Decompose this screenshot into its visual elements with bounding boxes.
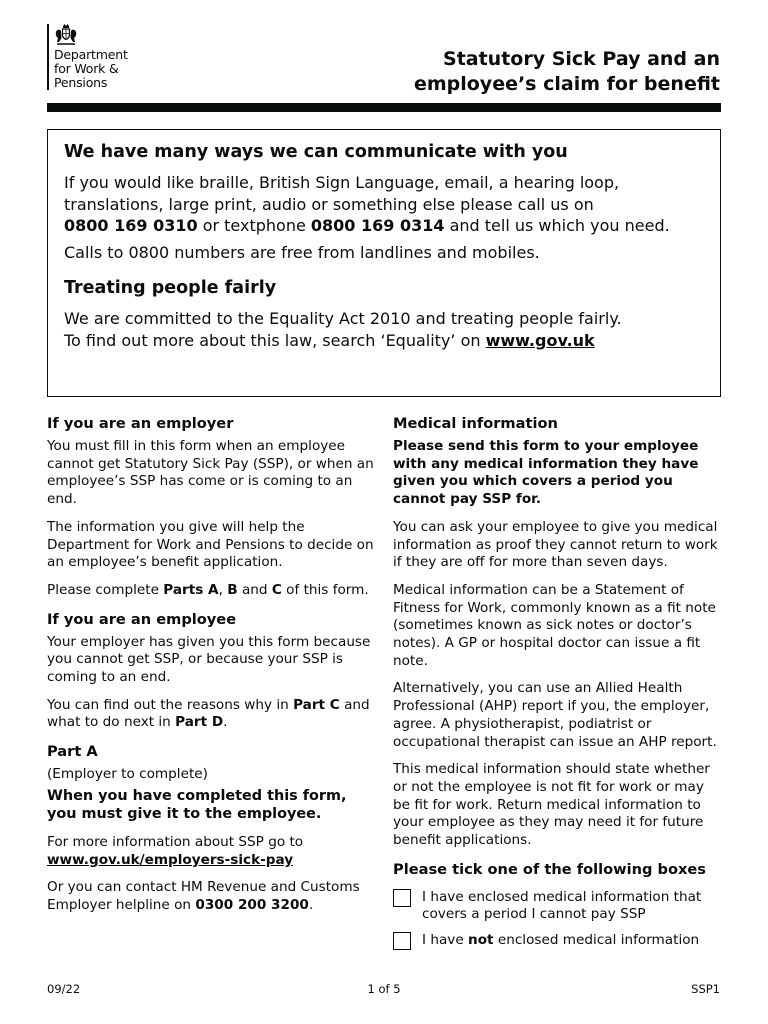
not-enclosed-label: I have not enclosed medical information <box>422 932 700 949</box>
enclosed-checkbox[interactable] <box>393 889 411 907</box>
medical-info-instruction: Please send this form to your employee with any medical information they have given you which covers a period you cannot pay SSP for. <box>393 438 699 508</box>
communication-text: If you would like braille, British Sign Language, email, a hearing loop, translations, large print, audio or something else please call us on 0800 169 0310 or textphone 0800 169 0314 and tell us which you need. <box>64 173 670 235</box>
communication-heading: We have many ways we can communicate with you <box>64 142 568 162</box>
medical-info-paragraph-4: This medical information should state whether or not the employee is not fit for work or may be fit for work. Return medical information to your employee as they may need it for future benefit applications. <box>393 761 710 849</box>
footer-date-code: 09/22 <box>47 982 81 996</box>
royal-coat-of-arms-icon <box>54 24 78 46</box>
part-a-heading: Part A <box>47 743 98 761</box>
enclosed-option <box>393 889 723 924</box>
tick-boxes-heading: Please tick one of the following boxes <box>393 860 706 878</box>
department-name: Department for Work & Pensions <box>54 47 128 90</box>
footer-page-number: 1 of 5 <box>367 982 401 996</box>
helpline-text: Or you can contact HM Revenue and Customs Employer helpline on 0300 200 3200. <box>47 879 360 913</box>
fairness-text: We are committed to the Equality Act 2010 and treating people fairly. To find out more about this law, search ‘Equality’ on www.gov.uk <box>64 309 622 350</box>
reasons-text: You can find out the reasons why in Part C and what to do next in Part D. <box>47 696 370 731</box>
dwp-logo <box>47 24 128 90</box>
left-column <box>47 414 377 925</box>
right-column <box>393 414 723 958</box>
calls-free-text: Calls to 0800 numbers are free from landlines and mobiles. <box>64 242 540 262</box>
more-info-text: For more information about SSP go to www.gov.uk/employers-sick-pay <box>47 833 304 868</box>
employer-paragraph-2: The information you give will help the Department for Work and Pensions to decide on an employee’s benefit application. <box>47 518 374 571</box>
employee-paragraph-1: Your employer has given you this form because you cannot get SSP, or because your SSP is coming to an end. <box>47 633 371 686</box>
helpline-number: 0300 200 3200 <box>195 896 309 913</box>
part-a-instruction: When you have completed this form, you must give it to the employee. <box>47 787 347 822</box>
complete-parts-text: Please complete Parts A, B and C of this form. <box>47 581 369 598</box>
not-enclosed-checkbox[interactable] <box>393 932 411 950</box>
medical-info-paragraph-2: Medical information can be a Statement of Fitness for Work, commonly known as a fit note (sometimes known as sick notes or doctor’s notes). A GP or hospital doctor can issue a fit note. <box>393 581 716 669</box>
textphone-number: 0800 169 0314 <box>310 216 445 235</box>
phone-number: 0800 169 0310 <box>64 216 198 235</box>
medical-info-paragraph-1: You can ask your employee to give you medical information as proof they cannot return to work if they are off for more than seven days. <box>393 518 718 571</box>
employer-paragraph-1: You must fill in this form when an employee cannot get Statutory Sick Pay (SSP), or when an employee’s SSP has come or is coming to an end. <box>47 438 374 508</box>
enclosed-label: I have enclosed medical information that covers a period I cannot pay SSP <box>422 888 702 923</box>
part-a-subheading: (Employer to complete) <box>47 766 208 783</box>
communication-box <box>47 129 721 397</box>
employee-heading: If you are an employee <box>47 610 237 628</box>
gov-uk-link[interactable]: www.gov.uk <box>485 330 595 350</box>
header-rule <box>47 103 721 112</box>
medical-info-heading: Medical information <box>393 415 558 432</box>
medical-info-paragraph-3: Alternatively, you can use an Allied Health Professional (AHP) report if you, the employer, agree. A physiotherapist, podiatrist or occupational therapist can issue an AHP report. <box>393 680 717 750</box>
employer-heading: If you are an employer <box>47 415 234 432</box>
document-title: Statutory Sick Pay and an employee’s claim for benefit <box>413 48 720 95</box>
not-enclosed-option <box>393 932 723 950</box>
employers-sick-pay-link[interactable]: www.gov.uk/employers-sick-pay <box>47 851 294 868</box>
fairness-heading: Treating people fairly <box>64 278 277 298</box>
footer-form-code: SSP1 <box>691 982 720 996</box>
